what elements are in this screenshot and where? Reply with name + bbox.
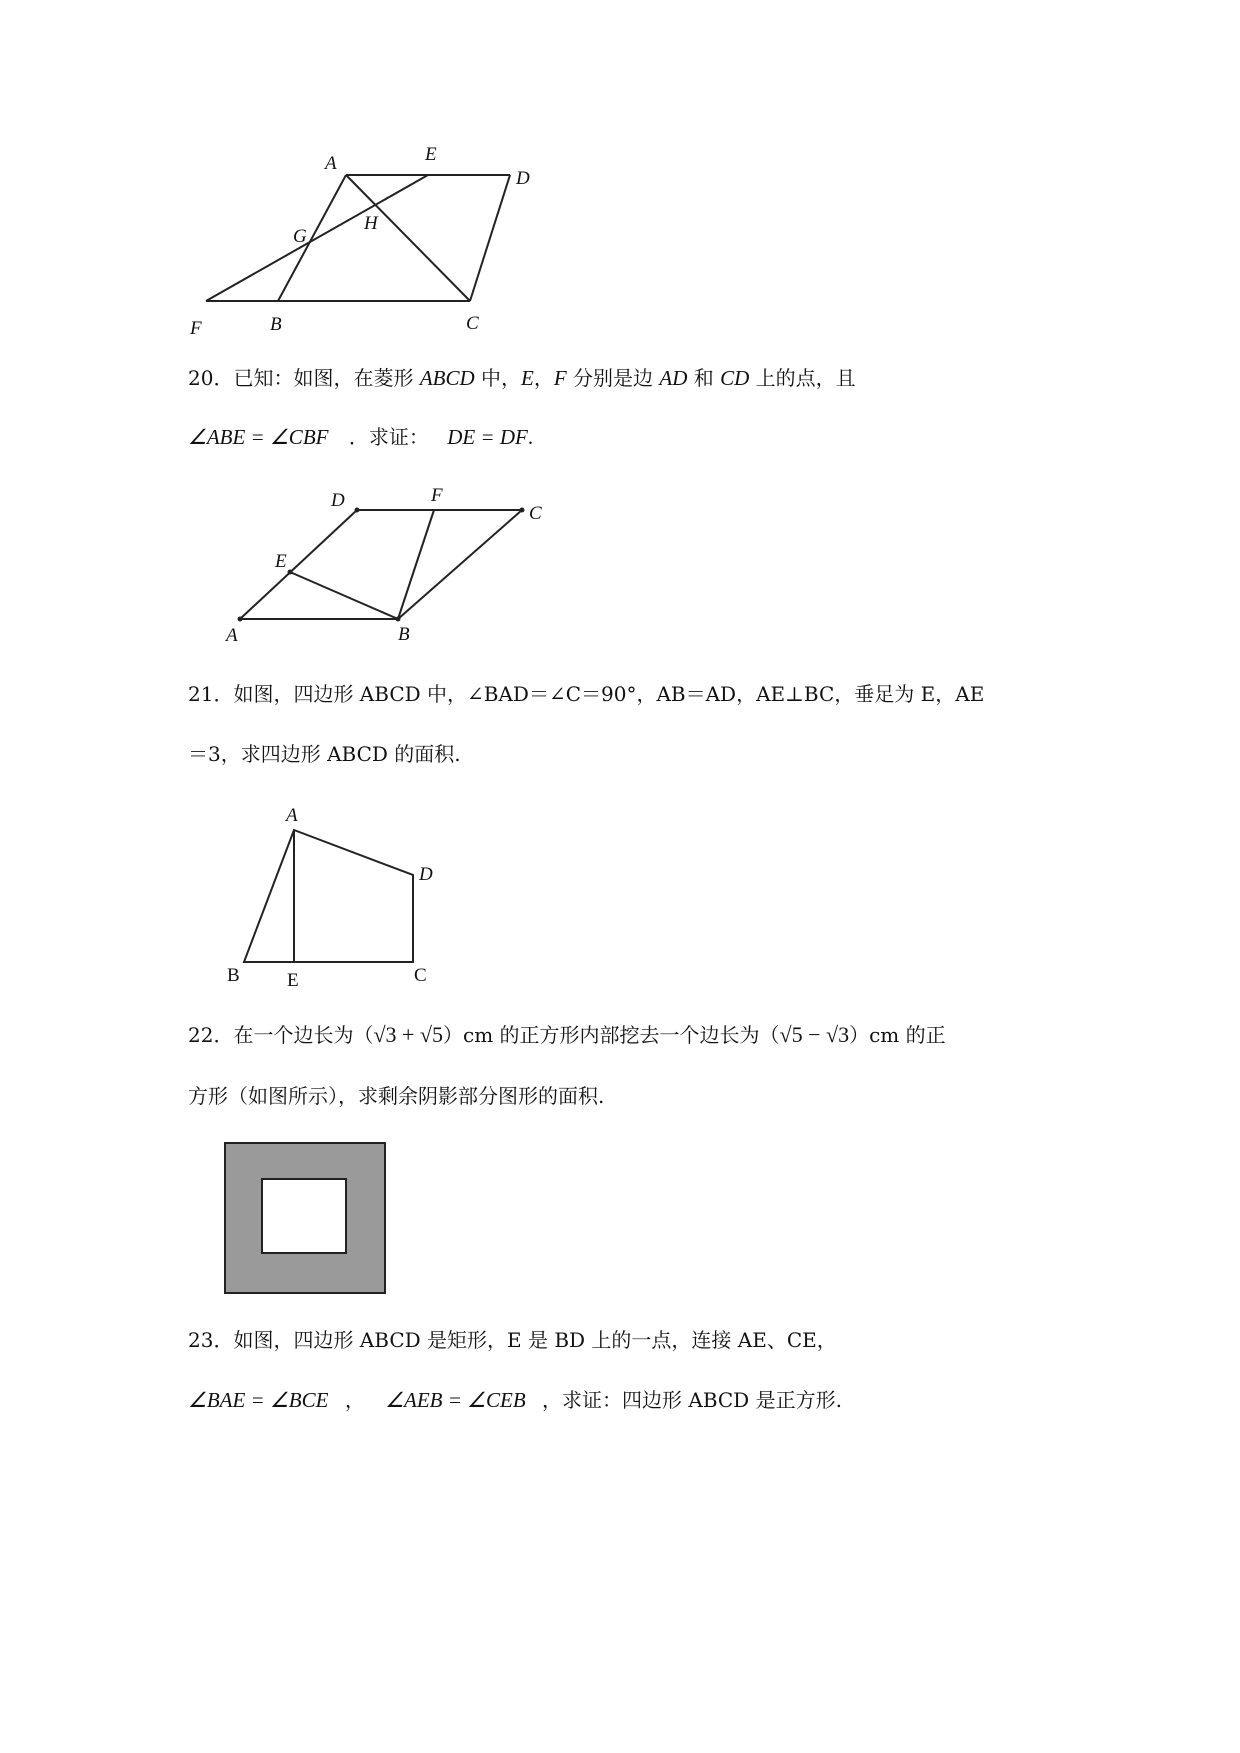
label-E: E <box>287 970 299 991</box>
label-F: F <box>431 485 443 506</box>
quadrilateral-ABCD <box>244 830 413 962</box>
label-B: B <box>227 965 240 986</box>
q20-line1: 20．已知：如图，在菱形 ABCD 中，E，F 分别是边 AD 和 CD 上的点，且 <box>188 366 856 390</box>
label-D: D <box>419 864 433 885</box>
label-A: A <box>226 625 238 646</box>
q23-number: 23． <box>188 1328 234 1352</box>
q23-line2: ∠BAE = ∠BCE ， ∠AEB = ∠CEB ，求证：四边形 ABCD 是正方形. <box>188 1388 842 1412</box>
q20-number: 20． <box>188 366 234 390</box>
inner-square-removed <box>262 1179 346 1253</box>
q21-number: 21． <box>188 682 234 706</box>
label-D: D <box>516 168 530 189</box>
q22-line1: 22．在一个边长为（√3 + √5）cm 的正方形内部挖去一个边长为（√5 − √3）cm 的正 <box>188 1022 946 1047</box>
label-F: F <box>190 318 202 339</box>
point-A <box>238 617 243 622</box>
point-B <box>396 617 401 622</box>
q22-outer-side-expr: √3 + √5 <box>373 1022 444 1047</box>
label-H: H <box>364 213 378 234</box>
segment-FE <box>206 175 428 301</box>
q23-condition-1: ∠BAE = ∠BCE <box>188 1388 329 1412</box>
segment-AB <box>278 175 346 301</box>
segment-DC <box>470 175 510 301</box>
q22-line2: 方形（如图所示），求剩余阴影部分图形的面积. <box>188 1084 605 1108</box>
label-C: C <box>414 965 427 986</box>
label-A: A <box>286 805 298 826</box>
segment-EB <box>290 572 398 619</box>
q20-given-equation: ∠ABE = ∠CBF <box>188 425 329 449</box>
q23-condition-2: ∠AEB = ∠CEB <box>385 1388 526 1412</box>
label-E: E <box>425 144 437 165</box>
label-B: B <box>398 624 410 645</box>
label-C: C <box>529 503 542 524</box>
point-E <box>288 570 293 575</box>
q21-line2: ＝3，求四边形 ABCD 的面积. <box>188 742 461 766</box>
label-C: C <box>466 313 479 334</box>
figure-21-quadrilateral <box>215 800 465 1000</box>
segment-DA <box>240 510 357 619</box>
q21-line1: 21．如图，四边形 ABCD 中，∠BAD＝∠C＝90°，AB＝AD，AE⊥BC，垂足为 E，AE <box>188 682 985 706</box>
q22-inner-side-expr: √5 − √3 <box>779 1022 850 1047</box>
point-D <box>355 508 360 513</box>
q22-number: 22． <box>188 1023 234 1047</box>
label-G: G <box>293 226 307 247</box>
figure-22-square-frame <box>224 1142 388 1296</box>
figure-20-rhombus <box>220 486 560 646</box>
label-B: B <box>270 314 282 335</box>
point-C <box>520 508 525 513</box>
label-A: A <box>325 153 337 174</box>
q20-prove-equation: DE = DF <box>447 425 528 449</box>
label-D: D <box>331 490 345 511</box>
q23-line1: 23．如图，四边形 ABCD 是矩形，E 是 BD 上的一点，连接 AE、CE， <box>188 1328 837 1352</box>
label-E: E <box>275 551 287 572</box>
figure-19-parallelogram <box>180 140 540 340</box>
q20-line2: ∠ABE = ∠CBF ．求证： DE = DF. <box>188 425 534 449</box>
segment-AC <box>346 175 470 301</box>
